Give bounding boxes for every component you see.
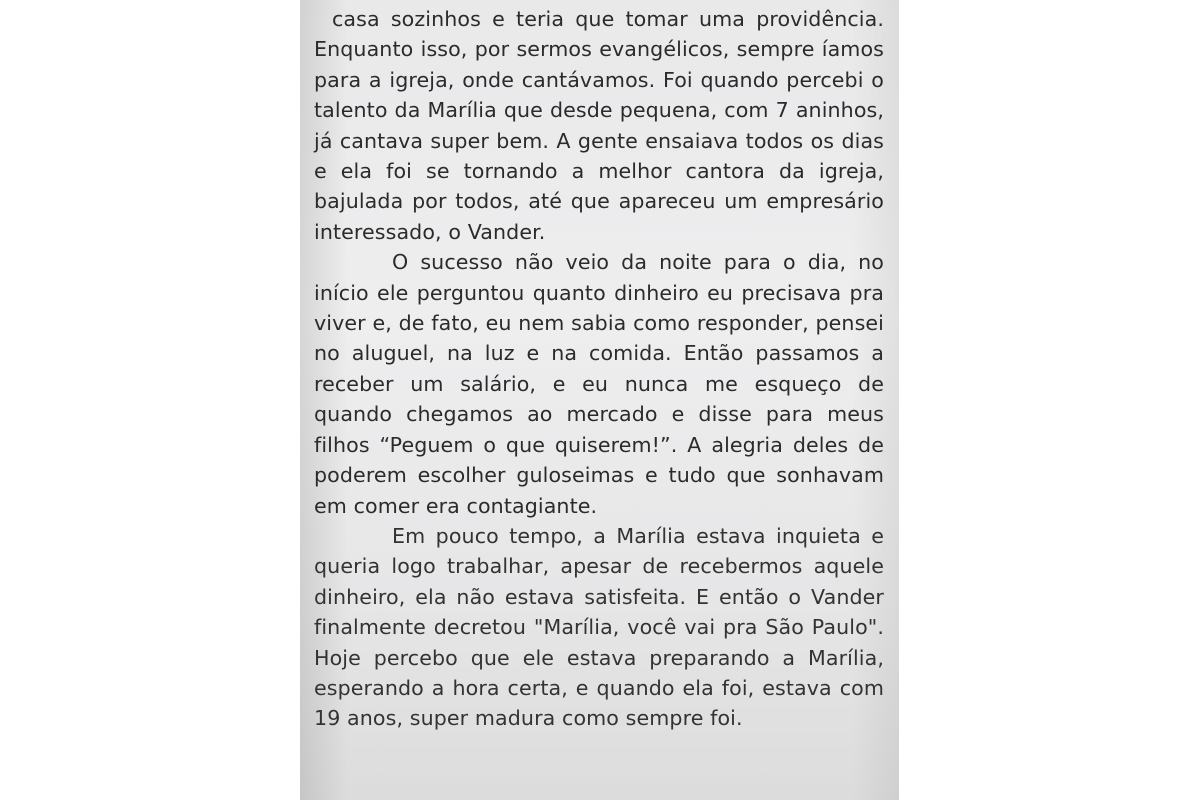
page-body-text xyxy=(314,4,884,734)
book-page-photo xyxy=(300,0,899,800)
paragraph-2: O sucesso não veio da noite para o dia, no início ele perguntou quanto dinheiro eu precisava pra viver e, de fato, eu nem sabia como responder, pensei no aluguel, na luz e na comida. Então passamos a receber um salário, e eu nunca me esqueço de quando chegamos ao mercado e disse para meus filhos “Peguem o que quiserem!”. A alegria deles de poderem escolher guloseimas e tudo que sonhavam em comer era contagiante. xyxy=(314,250,884,518)
paragraph-3: Em pouco tempo, a Marília estava inquieta e queria logo trabalhar, apesar de recebermos aquele dinheiro, ela não estava satisfeita. E então o Vander finalmente decretou "Marília, você vai pra São Paulo". Hoje percebo que ele estava preparando a Marília, esperando a hora certa, e quando ela foi, estava com 19 anos, super madura como sempre foi. xyxy=(314,523,884,731)
paragraph-1: casa sozinhos e teria que tomar uma providência. Enquanto isso, por sermos evangélicos, sempre íamos para a igreja, onde cantávamos. Foi quando percebi o talento da Marília que desde pequena, com 7 aninhos, já cantava super bem. A gente ensaiava todos os dias e ela foi se tornando a melhor cantora da igreja, bajulada por todos, até que apareceu um empresário interessado, o Vander. xyxy=(314,7,884,244)
